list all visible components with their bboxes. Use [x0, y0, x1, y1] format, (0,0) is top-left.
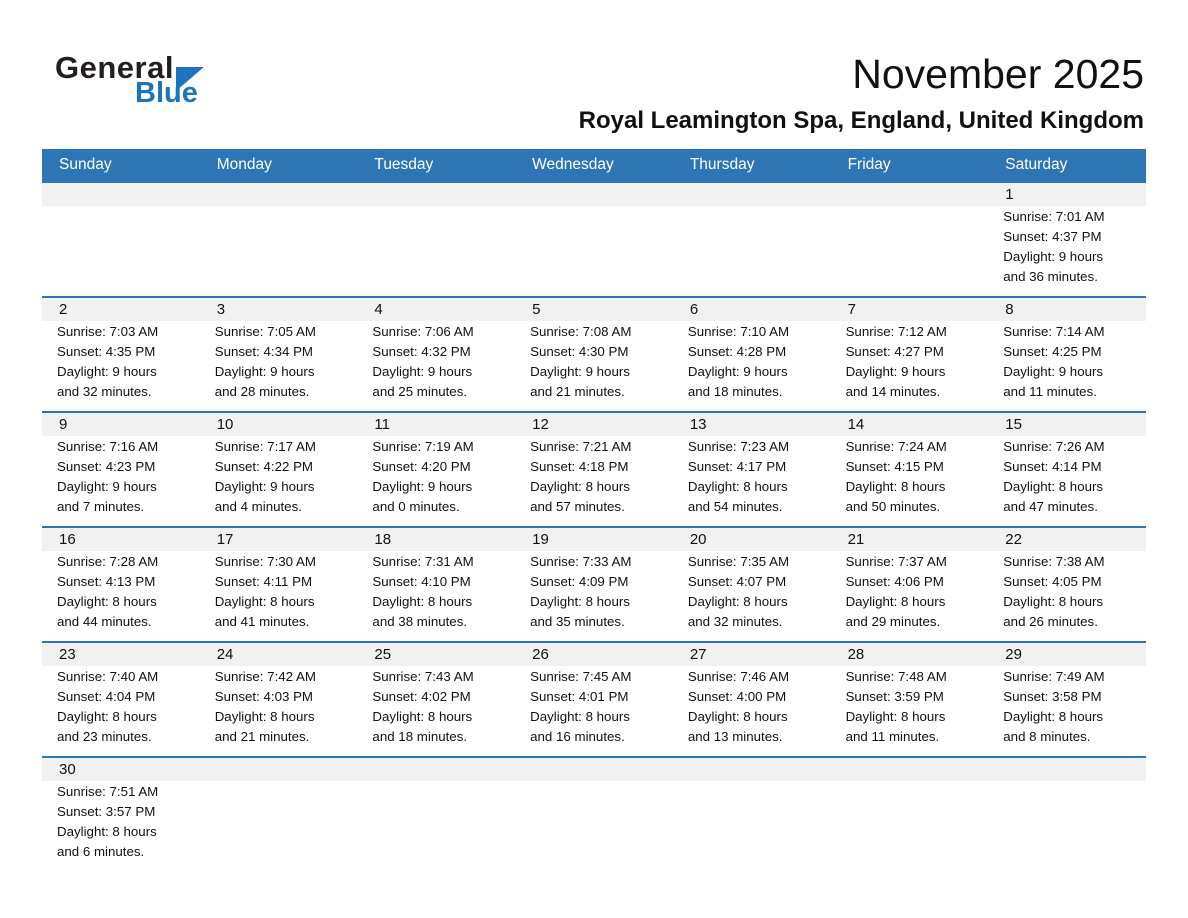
day-info-line: Sunrise: 7:10 AM	[687, 323, 790, 339]
day-info-line: Sunset: 4:30 PM	[530, 343, 629, 359]
day-cell-15	[988, 436, 1146, 526]
day-cell-9	[42, 436, 200, 526]
day-info-line: Daylight: 8 hours	[57, 708, 157, 724]
day-cell-24	[200, 666, 358, 756]
day-number-empty	[831, 183, 989, 206]
day-number-strip	[42, 298, 1146, 321]
day-cell-empty	[988, 781, 1146, 918]
day-info-line: and 36 minutes.	[1003, 268, 1098, 284]
day-number-3: 3	[216, 300, 226, 318]
day-number-19: 19	[532, 530, 549, 548]
day-info-line: and 44 minutes.	[57, 613, 152, 629]
day-cell-2	[42, 321, 200, 411]
day-info-line: Sunrise: 7:51 AM	[57, 783, 159, 799]
day-info-line: and 32 minutes.	[57, 383, 152, 399]
day-info-line: Sunset: 4:17 PM	[687, 458, 787, 474]
day-number-7: 7	[847, 300, 856, 318]
day-info-line: Sunrise: 7:19 AM	[372, 438, 474, 454]
day-info-line: Sunrise: 7:14 AM	[1003, 323, 1105, 339]
day-info-line: Sunrise: 7:01 AM	[1003, 208, 1105, 224]
day-number-10: 10	[216, 415, 234, 433]
day-cell-28	[831, 666, 989, 756]
day-content-strip	[42, 206, 1146, 296]
day-info-line: Daylight: 8 hours	[57, 823, 157, 839]
day-cell-25	[357, 666, 515, 756]
week-row-3	[42, 411, 1146, 526]
day-info-line: Sunrise: 7:17 AM	[214, 438, 316, 454]
weekday-header-monday: Monday	[216, 155, 272, 173]
day-info-line: Sunrise: 7:46 AM	[687, 668, 790, 684]
page-subtitle: Royal Leamington Spa, England, United Kingdom	[578, 107, 1144, 135]
day-number-strip	[42, 413, 1146, 436]
day-number-empty	[200, 758, 358, 781]
day-cell-4	[357, 321, 515, 411]
day-info-line: and 8 minutes.	[1003, 728, 1091, 744]
day-number-22: 22	[1005, 530, 1022, 548]
day-number-8: 8	[1005, 300, 1014, 318]
day-info-line: Sunset: 4:06 PM	[845, 573, 944, 589]
day-info-line: Daylight: 8 hours	[530, 478, 630, 494]
day-info-line: Sunset: 3:58 PM	[1003, 688, 1102, 704]
day-cell-10	[200, 436, 358, 526]
day-info-line: Sunset: 4:15 PM	[845, 458, 944, 474]
day-cell-8	[988, 321, 1146, 411]
day-info-line: Daylight: 8 hours	[687, 708, 788, 724]
day-info-line: and 13 minutes.	[687, 728, 783, 744]
weekday-header-wednesday: Wednesday	[532, 155, 614, 173]
day-cell-17	[200, 551, 358, 641]
title-block	[579, 52, 1144, 135]
day-cell-empty	[200, 781, 358, 918]
day-number-15: 15	[1005, 415, 1022, 433]
day-info-line: and 26 minutes.	[1003, 613, 1098, 629]
day-number-1: 1	[1005, 185, 1014, 203]
day-info-line: Sunrise: 7:06 AM	[372, 323, 474, 339]
day-info-line: and 0 minutes.	[372, 498, 460, 514]
day-info-line: and 11 minutes.	[845, 728, 940, 744]
day-info-line: Sunrise: 7:35 AM	[687, 553, 790, 569]
day-info-line: Sunset: 4:05 PM	[1003, 573, 1102, 589]
logo-general-label: General	[55, 50, 174, 85]
day-content-strip	[42, 551, 1146, 641]
day-number-empty	[515, 758, 673, 781]
day-info-line: Sunset: 4:28 PM	[687, 343, 787, 359]
day-info-line: and 18 minutes.	[372, 728, 468, 744]
day-info-line: Sunset: 4:18 PM	[530, 458, 629, 474]
day-info-line: Sunrise: 7:40 AM	[57, 668, 159, 684]
day-info-line: Daylight: 8 hours	[845, 708, 946, 724]
page-header	[0, 0, 1188, 149]
weekday-header-thursday: Thursday	[689, 155, 755, 173]
day-info-line: and 28 minutes.	[214, 383, 310, 399]
day-info-line: Sunset: 4:14 PM	[1003, 458, 1102, 474]
day-cell-empty	[42, 206, 200, 296]
day-info-line: Daylight: 8 hours	[214, 708, 315, 724]
day-info-line: Sunset: 4:20 PM	[372, 458, 471, 474]
weekday-header-saturday: Saturday	[1005, 155, 1068, 173]
day-number-empty	[515, 183, 673, 206]
day-info-line: Daylight: 9 hours	[687, 363, 788, 379]
day-cell-empty	[831, 781, 989, 918]
day-info-line: Sunrise: 7:37 AM	[845, 553, 947, 569]
day-info-line: Daylight: 9 hours	[530, 363, 630, 379]
day-info-line: Daylight: 8 hours	[845, 478, 946, 494]
day-cell-empty	[673, 781, 831, 918]
day-cell-16	[42, 551, 200, 641]
day-number-28: 28	[847, 645, 865, 663]
day-info-line: Sunrise: 7:08 AM	[530, 323, 632, 339]
day-cell-19	[515, 551, 673, 641]
day-number-empty	[831, 758, 989, 781]
day-info-line: Daylight: 9 hours	[57, 363, 157, 379]
day-cell-empty	[831, 206, 989, 296]
day-cell-5	[515, 321, 673, 411]
day-cell-13	[673, 436, 831, 526]
day-number-strip	[42, 183, 1146, 206]
day-info-line: and 14 minutes.	[845, 383, 941, 399]
day-info-line: Sunset: 4:04 PM	[57, 688, 156, 704]
day-cell-empty	[200, 206, 358, 296]
day-info-line: Sunrise: 7:16 AM	[57, 438, 159, 454]
day-content-strip	[42, 436, 1146, 526]
day-info-line: Daylight: 8 hours	[57, 593, 157, 609]
day-info-line: and 38 minutes.	[372, 613, 468, 629]
day-info-line: Sunset: 4:22 PM	[214, 458, 314, 474]
day-info-line: Daylight: 9 hours	[372, 363, 473, 379]
day-info-line: Sunset: 4:02 PM	[372, 688, 471, 704]
day-info-line: Daylight: 8 hours	[845, 593, 946, 609]
day-number-empty	[988, 758, 1146, 781]
day-content-strip	[42, 666, 1146, 756]
day-info-line: Sunrise: 7:30 AM	[214, 553, 316, 569]
weekday-header-friday: Friday	[847, 155, 891, 173]
day-info-line: Sunrise: 7:03 AM	[57, 323, 159, 339]
day-number-empty	[673, 183, 831, 206]
day-info-line: Sunset: 4:09 PM	[530, 573, 629, 589]
day-number-empty	[200, 183, 358, 206]
day-info-line: Sunset: 4:37 PM	[1003, 228, 1102, 244]
day-number-empty	[357, 758, 515, 781]
day-info-line: Sunset: 4:13 PM	[57, 573, 156, 589]
day-cell-empty	[673, 206, 831, 296]
day-info-line: Sunset: 4:27 PM	[845, 343, 944, 359]
day-info-line: Daylight: 9 hours	[57, 478, 157, 494]
day-info-line: Daylight: 9 hours	[845, 363, 946, 379]
day-info-line: and 32 minutes.	[687, 613, 783, 629]
day-info-line: Sunset: 4:01 PM	[530, 688, 629, 704]
day-info-line: Daylight: 9 hours	[1003, 363, 1104, 379]
day-number-14: 14	[847, 415, 865, 433]
day-info-line: Daylight: 9 hours	[1003, 248, 1104, 264]
day-info-line: Sunset: 4:07 PM	[687, 573, 787, 589]
day-number-4: 4	[374, 300, 383, 318]
day-number-empty	[357, 183, 515, 206]
day-cell-7	[831, 321, 989, 411]
week-row-1	[42, 181, 1146, 296]
day-info-line: Daylight: 8 hours	[372, 593, 473, 609]
day-info-line: and 54 minutes.	[687, 498, 783, 514]
day-cell-22	[988, 551, 1146, 641]
day-number-23: 23	[59, 645, 76, 663]
day-info-line: and 21 minutes.	[214, 728, 310, 744]
day-info-line: Daylight: 8 hours	[687, 593, 788, 609]
day-info-line: Daylight: 9 hours	[372, 478, 473, 494]
day-info-line: Daylight: 8 hours	[214, 593, 315, 609]
day-cell-empty	[515, 781, 673, 918]
day-info-line: Sunset: 3:57 PM	[57, 803, 156, 819]
day-info-line: Daylight: 8 hours	[530, 593, 630, 609]
week-row-4	[42, 526, 1146, 641]
day-info-line: and 21 minutes.	[530, 383, 625, 399]
general-blue-logo	[55, 52, 204, 108]
day-info-line: Sunset: 4:34 PM	[214, 343, 314, 359]
day-info-line: Sunset: 4:23 PM	[57, 458, 156, 474]
day-number-empty	[42, 183, 200, 206]
weekday-header-row	[42, 149, 1146, 181]
day-info-line: and 4 minutes.	[214, 498, 302, 514]
day-number-18: 18	[374, 530, 392, 548]
day-number-9: 9	[59, 415, 68, 433]
day-number-empty	[673, 758, 831, 781]
day-cell-empty	[515, 206, 673, 296]
day-info-line: Sunrise: 7:31 AM	[372, 553, 474, 569]
page-title: November 2025	[852, 51, 1144, 97]
day-info-line: Sunrise: 7:48 AM	[845, 668, 947, 684]
day-info-line: Sunrise: 7:38 AM	[1003, 553, 1105, 569]
day-cell-empty	[357, 781, 515, 918]
day-info-line: Sunrise: 7:45 AM	[530, 668, 632, 684]
day-info-line: Sunrise: 7:33 AM	[530, 553, 632, 569]
day-content-strip	[42, 321, 1146, 411]
day-number-29: 29	[1005, 645, 1022, 663]
day-content-strip	[42, 781, 1146, 918]
day-info-line: Sunset: 4:35 PM	[57, 343, 156, 359]
day-number-25: 25	[374, 645, 392, 663]
day-cell-1	[988, 206, 1146, 296]
day-info-line: Sunset: 4:03 PM	[214, 688, 314, 704]
day-cell-6	[673, 321, 831, 411]
day-info-line: and 35 minutes.	[530, 613, 625, 629]
day-cell-27	[673, 666, 831, 756]
day-cell-empty	[357, 206, 515, 296]
day-info-line: and 23 minutes.	[57, 728, 152, 744]
day-info-line: and 47 minutes.	[1003, 498, 1098, 514]
day-number-16: 16	[59, 530, 76, 548]
day-info-line: Daylight: 8 hours	[530, 708, 630, 724]
day-number-17: 17	[216, 530, 234, 548]
day-number-13: 13	[689, 415, 707, 433]
day-info-line: Daylight: 9 hours	[214, 363, 315, 379]
day-info-line: and 18 minutes.	[687, 383, 783, 399]
day-number-strip	[42, 758, 1146, 781]
day-info-line: and 50 minutes.	[845, 498, 941, 514]
day-cell-29	[988, 666, 1146, 756]
weekday-header-sunday: Sunday	[59, 155, 112, 173]
day-info-line: Sunset: 4:10 PM	[372, 573, 471, 589]
logo-blue-label: Blue	[135, 77, 198, 109]
day-number-24: 24	[216, 645, 234, 663]
day-info-line: Sunrise: 7:26 AM	[1003, 438, 1105, 454]
day-info-line: and 41 minutes.	[214, 613, 310, 629]
day-info-line: and 7 minutes.	[57, 498, 145, 514]
day-number-12: 12	[532, 415, 549, 433]
day-info-line: Sunrise: 7:23 AM	[687, 438, 790, 454]
day-info-line: Sunrise: 7:24 AM	[845, 438, 947, 454]
day-info-line: Sunrise: 7:49 AM	[1003, 668, 1105, 684]
day-cell-18	[357, 551, 515, 641]
day-info-line: Sunset: 4:25 PM	[1003, 343, 1102, 359]
day-cell-3	[200, 321, 358, 411]
day-info-line: Sunrise: 7:05 AM	[214, 323, 316, 339]
day-number-2: 2	[59, 300, 68, 318]
calendar-grid	[42, 149, 1146, 918]
day-cell-12	[515, 436, 673, 526]
day-info-line: Daylight: 8 hours	[372, 708, 473, 724]
day-info-line: Daylight: 8 hours	[1003, 593, 1104, 609]
day-cell-14	[831, 436, 989, 526]
week-row-6	[42, 756, 1146, 918]
day-info-line: and 29 minutes.	[845, 613, 941, 629]
week-row-5	[42, 641, 1146, 756]
day-info-line: Sunrise: 7:12 AM	[845, 323, 947, 339]
day-info-line: and 16 minutes.	[530, 728, 625, 744]
day-number-26: 26	[532, 645, 549, 663]
day-number-27: 27	[689, 645, 707, 663]
day-info-line: Sunset: 4:00 PM	[687, 688, 787, 704]
day-info-line: Sunrise: 7:28 AM	[57, 553, 159, 569]
day-info-line: Sunset: 4:32 PM	[372, 343, 471, 359]
day-info-line: and 11 minutes.	[1003, 383, 1097, 399]
day-info-line: Daylight: 8 hours	[1003, 478, 1104, 494]
day-info-line: Daylight: 8 hours	[687, 478, 788, 494]
weekday-header-tuesday: Tuesday	[374, 155, 434, 173]
day-cell-21	[831, 551, 989, 641]
day-info-line: Daylight: 9 hours	[214, 478, 315, 494]
day-number-20: 20	[689, 530, 707, 548]
day-info-line: Sunrise: 7:43 AM	[372, 668, 474, 684]
day-cell-20	[673, 551, 831, 641]
day-info-line: and 6 minutes.	[57, 843, 145, 859]
day-info-line: Sunrise: 7:42 AM	[214, 668, 316, 684]
day-info-line: Sunrise: 7:21 AM	[530, 438, 632, 454]
week-row-2	[42, 296, 1146, 411]
day-number-5: 5	[532, 300, 541, 318]
day-number-6: 6	[689, 300, 699, 318]
day-info-line: and 57 minutes.	[530, 498, 625, 514]
day-number-21: 21	[847, 530, 865, 548]
day-info-line: Sunset: 4:11 PM	[214, 573, 313, 589]
day-number-strip	[42, 528, 1146, 551]
day-cell-23	[42, 666, 200, 756]
day-cell-11	[357, 436, 515, 526]
day-cell-30	[42, 781, 200, 918]
day-number-strip	[42, 643, 1146, 666]
day-info-line: Daylight: 8 hours	[1003, 708, 1104, 724]
day-info-line: Sunset: 3:59 PM	[845, 688, 944, 704]
day-number-30: 30	[59, 760, 76, 778]
day-info-line: and 25 minutes.	[372, 383, 468, 399]
day-number-11: 11	[374, 415, 390, 433]
day-cell-26	[515, 666, 673, 756]
